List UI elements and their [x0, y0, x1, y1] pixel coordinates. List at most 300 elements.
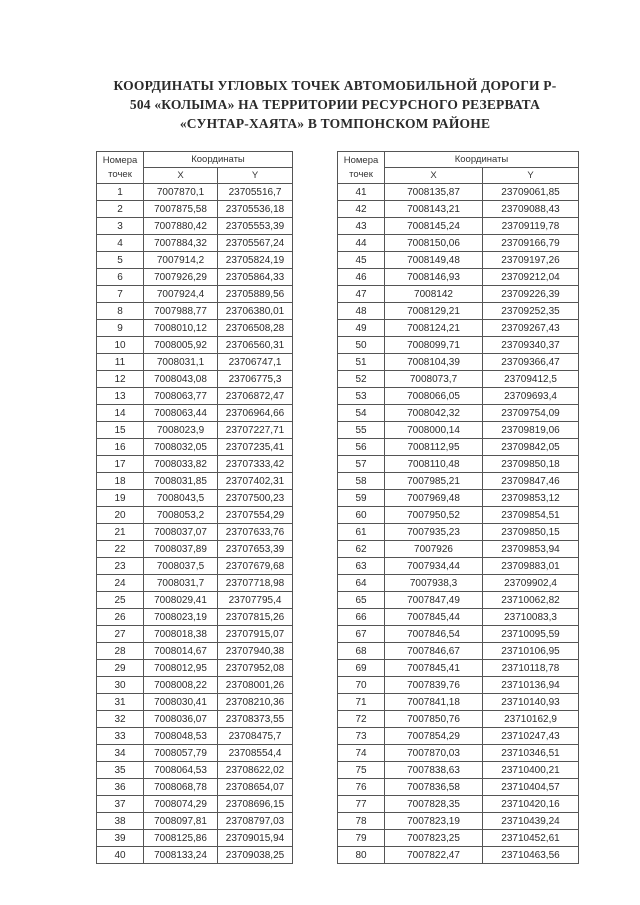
y-coordinate-cell: 23707554,29	[218, 507, 293, 524]
x-coordinate-cell: 7008068,78	[144, 779, 218, 796]
y-coordinate-cell: 23707718,98	[218, 575, 293, 592]
point-number-cell: 37	[97, 796, 144, 813]
point-number-cell: 28	[97, 643, 144, 660]
y-coordinate-cell: 23705553,39	[218, 218, 293, 235]
y-coordinate-cell: 23705536,18	[218, 201, 293, 218]
x-coordinate-cell: 7007934,44	[385, 558, 483, 575]
point-number-cell: 50	[338, 337, 385, 354]
x-coordinate-cell: 7008048,53	[144, 728, 218, 745]
table-row	[97, 354, 293, 371]
y-coordinate-cell: 23708210,36	[218, 694, 293, 711]
y-coordinate-cell: 23710400,21	[483, 762, 579, 779]
header-x: X	[385, 168, 483, 184]
table-body-right	[338, 184, 579, 864]
table-row	[338, 830, 579, 847]
point-number-cell: 31	[97, 694, 144, 711]
title-line: КООРДИНАТЫ УГЛОВЫХ ТОЧЕК АВТОМОБИЛЬНОЙ ДОРОГИ Р-	[113, 78, 557, 93]
point-number-cell: 57	[338, 456, 385, 473]
x-coordinate-cell: 7007839,76	[385, 677, 483, 694]
point-number-cell: 75	[338, 762, 385, 779]
table-row	[338, 541, 579, 558]
x-coordinate-cell: 7008064,53	[144, 762, 218, 779]
table-row	[338, 371, 579, 388]
point-number-cell: 70	[338, 677, 385, 694]
header-number-line1: Номера	[343, 154, 379, 166]
point-number-cell: 80	[338, 847, 385, 864]
x-coordinate-cell: 7008031,85	[144, 473, 218, 490]
point-number-cell: 17	[97, 456, 144, 473]
y-coordinate-cell: 23710346,51	[483, 745, 579, 762]
table-row	[97, 694, 293, 711]
table-row	[97, 439, 293, 456]
table-row	[338, 592, 579, 609]
point-number-cell: 18	[97, 473, 144, 490]
x-coordinate-cell: 7008023,9	[144, 422, 218, 439]
x-coordinate-cell: 7007845,41	[385, 660, 483, 677]
y-coordinate-cell: 23706775,3	[218, 371, 293, 388]
table-row	[97, 303, 293, 320]
x-coordinate-cell: 7007841,18	[385, 694, 483, 711]
y-coordinate-cell: 23708654,07	[218, 779, 293, 796]
x-coordinate-cell: 7007847,49	[385, 592, 483, 609]
x-coordinate-cell: 7007836,58	[385, 779, 483, 796]
y-coordinate-cell: 23709853,94	[483, 541, 579, 558]
x-coordinate-cell: 7008063,77	[144, 388, 218, 405]
point-number-cell: 55	[338, 422, 385, 439]
y-coordinate-cell: 23710106,95	[483, 643, 579, 660]
table-row	[97, 677, 293, 694]
y-coordinate-cell: 23709850,15	[483, 524, 579, 541]
table-row	[97, 201, 293, 218]
y-coordinate-cell: 23708475,7	[218, 728, 293, 745]
table-row	[338, 218, 579, 235]
point-number-cell: 36	[97, 779, 144, 796]
y-coordinate-cell: 23706560,31	[218, 337, 293, 354]
point-number-cell: 5	[97, 252, 144, 269]
x-coordinate-cell: 7008042,32	[385, 405, 483, 422]
y-coordinate-cell: 23709267,43	[483, 320, 579, 337]
x-coordinate-cell: 7007884,32	[144, 235, 218, 252]
x-coordinate-cell: 7007823,25	[385, 830, 483, 847]
y-coordinate-cell: 23705864,33	[218, 269, 293, 286]
y-coordinate-cell: 23710162,9	[483, 711, 579, 728]
table-row	[97, 252, 293, 269]
point-number-cell: 41	[338, 184, 385, 201]
point-number-cell: 14	[97, 405, 144, 422]
y-coordinate-cell: 23707940,38	[218, 643, 293, 660]
x-coordinate-cell: 7008012,95	[144, 660, 218, 677]
y-coordinate-cell: 23709197,26	[483, 252, 579, 269]
x-coordinate-cell: 7007838,63	[385, 762, 483, 779]
x-coordinate-cell: 7007846,67	[385, 643, 483, 660]
point-number-cell: 29	[97, 660, 144, 677]
x-coordinate-cell: 7008133,24	[144, 847, 218, 864]
y-coordinate-cell: 23710083,3	[483, 609, 579, 626]
table-row	[338, 439, 579, 456]
header-coordinates: Координаты	[144, 152, 293, 168]
point-number-cell: 30	[97, 677, 144, 694]
x-coordinate-cell: 7008031,1	[144, 354, 218, 371]
point-number-cell: 40	[97, 847, 144, 864]
x-coordinate-cell: 7008018,38	[144, 626, 218, 643]
header-point-number	[97, 152, 144, 184]
y-coordinate-cell: 23707815,26	[218, 609, 293, 626]
table-row	[97, 711, 293, 728]
point-number-cell: 69	[338, 660, 385, 677]
table-row	[97, 320, 293, 337]
y-coordinate-cell: 23710095,59	[483, 626, 579, 643]
y-coordinate-cell: 23709693,4	[483, 388, 579, 405]
point-number-cell: 7	[97, 286, 144, 303]
y-coordinate-cell: 23709847,46	[483, 473, 579, 490]
y-coordinate-cell: 23705567,24	[218, 235, 293, 252]
y-coordinate-cell: 23708696,15	[218, 796, 293, 813]
y-coordinate-cell: 23710463,56	[483, 847, 579, 864]
table-row	[338, 728, 579, 745]
x-coordinate-cell: 7008097,81	[144, 813, 218, 830]
y-coordinate-cell: 23709015,94	[218, 830, 293, 847]
y-coordinate-cell: 23709252,35	[483, 303, 579, 320]
point-number-cell: 59	[338, 490, 385, 507]
point-number-cell: 66	[338, 609, 385, 626]
header-y: Y	[483, 168, 579, 184]
table-row	[338, 320, 579, 337]
y-coordinate-cell: 23707653,39	[218, 541, 293, 558]
y-coordinate-cell: 23706508,28	[218, 320, 293, 337]
y-coordinate-cell: 23708622,02	[218, 762, 293, 779]
x-coordinate-cell: 7008149,48	[385, 252, 483, 269]
y-coordinate-cell: 23709226,39	[483, 286, 579, 303]
y-coordinate-cell: 23706747,1	[218, 354, 293, 371]
y-coordinate-cell: 23706964,66	[218, 405, 293, 422]
point-number-cell: 52	[338, 371, 385, 388]
table-row	[338, 524, 579, 541]
point-number-cell: 54	[338, 405, 385, 422]
table-row	[97, 643, 293, 660]
x-coordinate-cell: 7007822,47	[385, 847, 483, 864]
x-coordinate-cell: 7007880,42	[144, 218, 218, 235]
point-number-cell: 15	[97, 422, 144, 439]
point-number-cell: 1	[97, 184, 144, 201]
point-number-cell: 56	[338, 439, 385, 456]
point-number-cell: 64	[338, 575, 385, 592]
x-coordinate-cell: 7008099,71	[385, 337, 483, 354]
point-number-cell: 63	[338, 558, 385, 575]
table-row	[97, 524, 293, 541]
point-number-cell: 11	[97, 354, 144, 371]
table-row	[338, 609, 579, 626]
x-coordinate-cell: 7008037,89	[144, 541, 218, 558]
table-row	[97, 847, 293, 864]
point-number-cell: 76	[338, 779, 385, 796]
x-coordinate-cell: 7007870,1	[144, 184, 218, 201]
table-row	[97, 269, 293, 286]
header-y: Y	[218, 168, 293, 184]
point-number-cell: 13	[97, 388, 144, 405]
x-coordinate-cell: 7008150,06	[385, 235, 483, 252]
x-coordinate-cell: 7008000,14	[385, 422, 483, 439]
x-coordinate-cell: 7008112,95	[385, 439, 483, 456]
x-coordinate-cell: 7007850,76	[385, 711, 483, 728]
x-coordinate-cell: 7008074,29	[144, 796, 218, 813]
y-coordinate-cell: 23710140,93	[483, 694, 579, 711]
point-number-cell: 77	[338, 796, 385, 813]
x-coordinate-cell: 7008110,48	[385, 456, 483, 473]
table-row	[97, 286, 293, 303]
header-number-line2: точек	[108, 168, 132, 180]
y-coordinate-cell: 23705516,7	[218, 184, 293, 201]
point-number-cell: 78	[338, 813, 385, 830]
y-coordinate-cell: 23707679,68	[218, 558, 293, 575]
x-coordinate-cell: 7007935,23	[385, 524, 483, 541]
table-row	[338, 286, 579, 303]
point-number-cell: 65	[338, 592, 385, 609]
point-number-cell: 67	[338, 626, 385, 643]
y-coordinate-cell: 23709212,04	[483, 269, 579, 286]
table-row	[97, 507, 293, 524]
header-number-line1: Номера	[102, 154, 138, 166]
table-row	[338, 796, 579, 813]
table-row	[97, 592, 293, 609]
table-row	[97, 371, 293, 388]
point-number-cell: 12	[97, 371, 144, 388]
point-number-cell: 49	[338, 320, 385, 337]
x-coordinate-cell: 7008030,41	[144, 694, 218, 711]
y-coordinate-cell: 23708001,26	[218, 677, 293, 694]
x-coordinate-cell: 7007985,21	[385, 473, 483, 490]
point-number-cell: 51	[338, 354, 385, 371]
x-coordinate-cell: 7008033,82	[144, 456, 218, 473]
table-row	[338, 626, 579, 643]
point-number-cell: 48	[338, 303, 385, 320]
point-number-cell: 42	[338, 201, 385, 218]
table-row	[97, 558, 293, 575]
y-coordinate-cell: 23707500,23	[218, 490, 293, 507]
point-number-cell: 60	[338, 507, 385, 524]
y-coordinate-cell: 23707402,31	[218, 473, 293, 490]
y-coordinate-cell: 23707915,07	[218, 626, 293, 643]
x-coordinate-cell: 7007914,2	[144, 252, 218, 269]
x-coordinate-cell: 7008142	[385, 286, 483, 303]
x-coordinate-cell: 7008057,79	[144, 745, 218, 762]
table-row	[338, 269, 579, 286]
table-row	[338, 660, 579, 677]
x-coordinate-cell: 7007875,58	[144, 201, 218, 218]
point-number-cell: 20	[97, 507, 144, 524]
x-coordinate-cell: 7008036,07	[144, 711, 218, 728]
point-number-cell: 24	[97, 575, 144, 592]
y-coordinate-cell: 23707235,41	[218, 439, 293, 456]
y-coordinate-cell: 23709853,12	[483, 490, 579, 507]
y-coordinate-cell: 23709902,4	[483, 575, 579, 592]
x-coordinate-cell: 7008104,39	[385, 354, 483, 371]
table-row	[338, 745, 579, 762]
table-row	[338, 643, 579, 660]
y-coordinate-cell: 23710439,24	[483, 813, 579, 830]
table-row	[97, 235, 293, 252]
point-number-cell: 33	[97, 728, 144, 745]
table-row	[338, 677, 579, 694]
header-x: X	[144, 168, 218, 184]
table-row	[97, 473, 293, 490]
y-coordinate-cell: 23706380,01	[218, 303, 293, 320]
y-coordinate-cell: 23709038,25	[218, 847, 293, 864]
y-coordinate-cell: 23707333,42	[218, 456, 293, 473]
x-coordinate-cell: 7008124,21	[385, 320, 483, 337]
point-number-cell: 44	[338, 235, 385, 252]
x-coordinate-cell: 7008043,08	[144, 371, 218, 388]
table-row	[97, 609, 293, 626]
x-coordinate-cell: 7007870,03	[385, 745, 483, 762]
table-row	[338, 575, 579, 592]
x-coordinate-cell: 7008145,24	[385, 218, 483, 235]
x-coordinate-cell: 7007926,29	[144, 269, 218, 286]
point-number-cell: 39	[97, 830, 144, 847]
table-row	[97, 626, 293, 643]
y-coordinate-cell: 23709842,05	[483, 439, 579, 456]
table-row	[97, 660, 293, 677]
y-coordinate-cell: 23709850,18	[483, 456, 579, 473]
point-number-cell: 61	[338, 524, 385, 541]
x-coordinate-cell: 7008066,05	[385, 388, 483, 405]
y-coordinate-cell: 23709854,51	[483, 507, 579, 524]
y-coordinate-cell: 23710118,78	[483, 660, 579, 677]
table-row	[338, 422, 579, 439]
x-coordinate-cell: 7008043,5	[144, 490, 218, 507]
y-coordinate-cell: 23709412,5	[483, 371, 579, 388]
point-number-cell: 43	[338, 218, 385, 235]
point-number-cell: 62	[338, 541, 385, 558]
y-coordinate-cell: 23707952,08	[218, 660, 293, 677]
x-coordinate-cell: 7008053,2	[144, 507, 218, 524]
table-row	[338, 252, 579, 269]
point-number-cell: 74	[338, 745, 385, 762]
table-row	[97, 405, 293, 422]
point-number-cell: 35	[97, 762, 144, 779]
y-coordinate-cell: 23708797,03	[218, 813, 293, 830]
table-row	[338, 507, 579, 524]
point-number-cell: 26	[97, 609, 144, 626]
x-coordinate-cell: 7008010,12	[144, 320, 218, 337]
point-number-cell: 27	[97, 626, 144, 643]
x-coordinate-cell: 7007924,4	[144, 286, 218, 303]
x-coordinate-cell: 7007823,19	[385, 813, 483, 830]
point-number-cell: 6	[97, 269, 144, 286]
point-number-cell: 22	[97, 541, 144, 558]
point-number-cell: 71	[338, 694, 385, 711]
y-coordinate-cell: 23710404,57	[483, 779, 579, 796]
x-coordinate-cell: 7008014,67	[144, 643, 218, 660]
x-coordinate-cell: 7007845,44	[385, 609, 483, 626]
y-coordinate-cell: 23707633,76	[218, 524, 293, 541]
document-title	[95, 76, 575, 133]
header-point-number	[338, 152, 385, 184]
point-number-cell: 38	[97, 813, 144, 830]
point-number-cell: 4	[97, 235, 144, 252]
y-coordinate-cell: 23709061,85	[483, 184, 579, 201]
point-number-cell: 46	[338, 269, 385, 286]
point-number-cell: 23	[97, 558, 144, 575]
point-number-cell: 34	[97, 745, 144, 762]
table-row	[338, 473, 579, 490]
coordinates-table-right	[337, 151, 579, 864]
y-coordinate-cell: 23705889,56	[218, 286, 293, 303]
x-coordinate-cell: 7007938,3	[385, 575, 483, 592]
point-number-cell: 47	[338, 286, 385, 303]
title-line: «СУНТАР-ХАЯТА» В ТОМПОНСКОМ РАЙОНЕ	[179, 116, 491, 131]
y-coordinate-cell: 23709088,43	[483, 201, 579, 218]
y-coordinate-cell: 23705824,19	[218, 252, 293, 269]
table-row	[338, 235, 579, 252]
table-row	[97, 745, 293, 762]
y-coordinate-cell: 23707227,71	[218, 422, 293, 439]
table-row	[338, 405, 579, 422]
x-coordinate-cell: 7008063,44	[144, 405, 218, 422]
x-coordinate-cell: 7007969,48	[385, 490, 483, 507]
x-coordinate-cell: 7007846,54	[385, 626, 483, 643]
x-coordinate-cell: 7008031,7	[144, 575, 218, 592]
table-row	[338, 303, 579, 320]
table-row	[338, 558, 579, 575]
point-number-cell: 72	[338, 711, 385, 728]
x-coordinate-cell: 7008143,21	[385, 201, 483, 218]
y-coordinate-cell: 23710247,43	[483, 728, 579, 745]
y-coordinate-cell: 23706872,47	[218, 388, 293, 405]
table-row	[97, 184, 293, 201]
header-number-line2: точек	[349, 168, 373, 180]
y-coordinate-cell: 23710420,16	[483, 796, 579, 813]
x-coordinate-cell: 7007854,29	[385, 728, 483, 745]
point-number-cell: 45	[338, 252, 385, 269]
table-row	[338, 201, 579, 218]
table-row	[338, 184, 579, 201]
x-coordinate-cell: 7008023,19	[144, 609, 218, 626]
x-coordinate-cell: 7008037,5	[144, 558, 218, 575]
point-number-cell: 68	[338, 643, 385, 660]
table-row	[97, 388, 293, 405]
table-row	[97, 337, 293, 354]
y-coordinate-cell: 23709883,01	[483, 558, 579, 575]
table-row	[338, 456, 579, 473]
table-row	[338, 711, 579, 728]
table-row	[338, 762, 579, 779]
y-coordinate-cell: 23707795,4	[218, 592, 293, 609]
table-row	[97, 779, 293, 796]
y-coordinate-cell: 23709366,47	[483, 354, 579, 371]
table-row	[97, 422, 293, 439]
x-coordinate-cell: 7008029,41	[144, 592, 218, 609]
x-coordinate-cell: 7007988,77	[144, 303, 218, 320]
x-coordinate-cell: 7007926	[385, 541, 483, 558]
point-number-cell: 21	[97, 524, 144, 541]
point-number-cell: 19	[97, 490, 144, 507]
table-row	[97, 796, 293, 813]
y-coordinate-cell: 23709340,37	[483, 337, 579, 354]
y-coordinate-cell: 23709754,09	[483, 405, 579, 422]
table-row	[338, 388, 579, 405]
point-number-cell: 53	[338, 388, 385, 405]
y-coordinate-cell: 23709166,79	[483, 235, 579, 252]
point-number-cell: 3	[97, 218, 144, 235]
table-row	[97, 541, 293, 558]
x-coordinate-cell: 7008135,87	[385, 184, 483, 201]
y-coordinate-cell: 23710136,94	[483, 677, 579, 694]
table-row	[338, 694, 579, 711]
table-row	[97, 830, 293, 847]
y-coordinate-cell: 23710062,82	[483, 592, 579, 609]
x-coordinate-cell: 7008129,21	[385, 303, 483, 320]
y-coordinate-cell: 23708554,4	[218, 745, 293, 762]
